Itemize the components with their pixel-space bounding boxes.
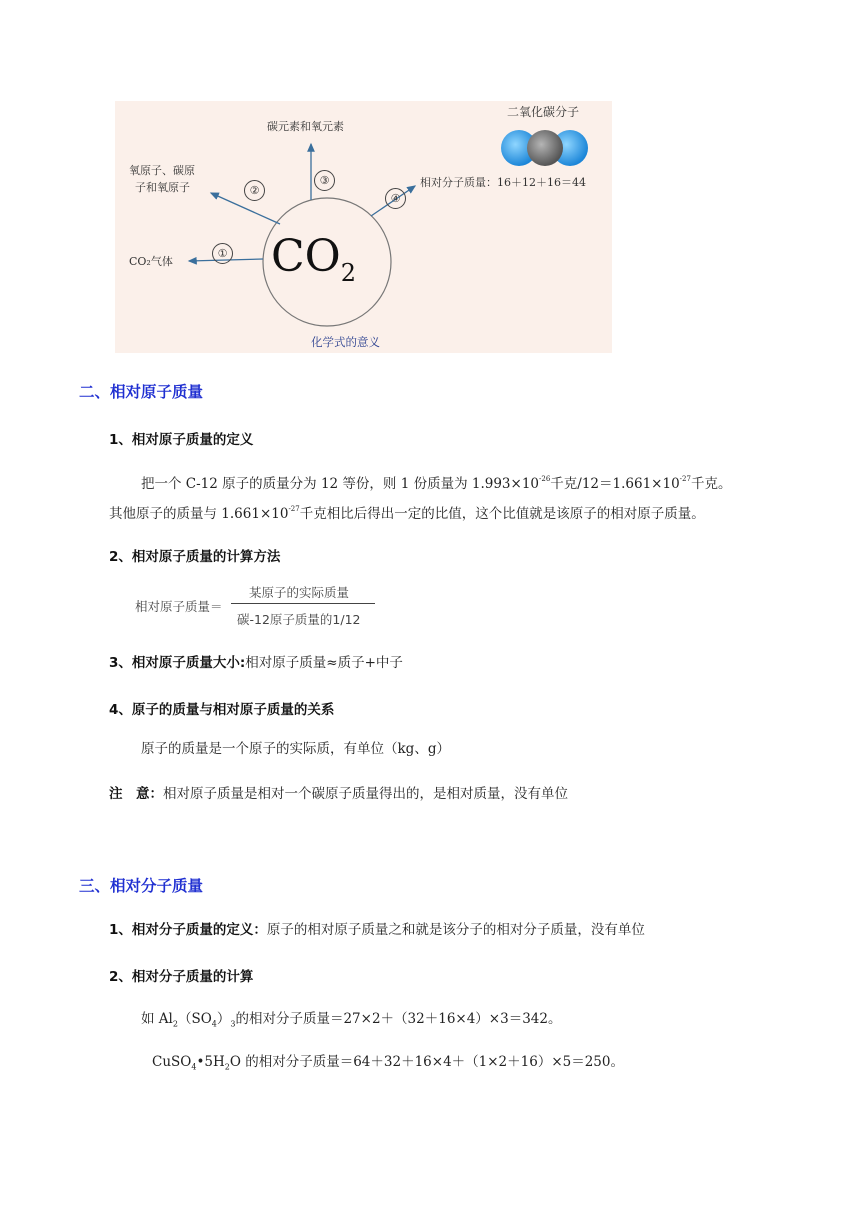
subheading-2-2: 2、相对原子质量的计算方法 [109,549,281,565]
label-elements: 碳元素和氧元素 [267,120,344,133]
fraction-bar [231,603,375,604]
figure-arrows [115,101,612,353]
number-3: ③ [314,170,335,191]
co2-formula: $CO_2$ [271,231,357,287]
subheading-2-3: 3、相对原子质量大小:相对原子质量≈质子+中子 [109,655,403,671]
formula-denominator: 碳-12原子质量的1/12 [237,612,361,627]
subheading-2-1: 1、相对原子质量的定义 [109,432,254,448]
subheading-3-1: 1、相对分子质量的定义：原子的相对原子质量之和就是该分子的相对分子质量，没有单位 [109,922,645,938]
formula-left: 相对原子质量＝ [135,599,223,614]
mass-relation-text: 原子的质量是一个原子的实际质，有单位（kg、g） [141,741,450,757]
example-al2so43: 如 $Al_2(SO_4)_3$的相对分子质量＝27×2＋（32＋16×4）×3＝342。 [141,1011,562,1029]
label-molecular-mass: 相对分子质量：16＋12＋16＝44 [420,176,586,189]
number-4: ④ [385,188,406,209]
section-2-heading: 二、相对原子质量 [79,383,204,401]
label-atoms-line1: 氧原子、碳原 [129,164,195,177]
subheading-2-4: 4、原子的质量与相对原子质量的关系 [109,702,335,718]
label-co2-gas: CO₂气体 [129,255,173,268]
definition-line-2: 其他原子的质量与 $1.661\times 10^{-27}$千克相比后得出一定的比值，这个比值就是该原子的相对原子质量。 [109,505,705,522]
figure-caption: 化学式的意义 [311,335,380,349]
arrow-2 [211,193,280,224]
note: 注 意：相对原子质量是相对一个碳原子质量得出的，是相对质量，没有单位 [109,786,568,802]
definition-line-1: 把一个 C-12 原子的质量分为 12 等份，则 1 份质量为 $1.993\times 10^{-26}$千克$/12=1.661\times 10^{-27}$千克。 [141,475,732,492]
number-2: ② [244,180,265,201]
carbon-atom [527,130,563,166]
molecule-title: 二氧化碳分子 [507,105,580,119]
relative-atomic-mass-formula [135,583,385,631]
section-3-heading: 三、相对分子质量 [79,877,204,895]
example-cuso4-5h2o: $CuSO_4•5H_2O$ 的相对分子质量＝64＋32＋16×4＋（1×2＋16）×5＝250。 [152,1054,624,1072]
chemical-formula-figure [115,101,612,353]
number-1: ① [212,243,233,264]
label-atoms-line2: 子和氧原子 [135,181,190,194]
formula-numerator: 某原子的实际质量 [249,585,350,600]
subheading-3-2: 2、相对分子质量的计算 [109,969,254,985]
